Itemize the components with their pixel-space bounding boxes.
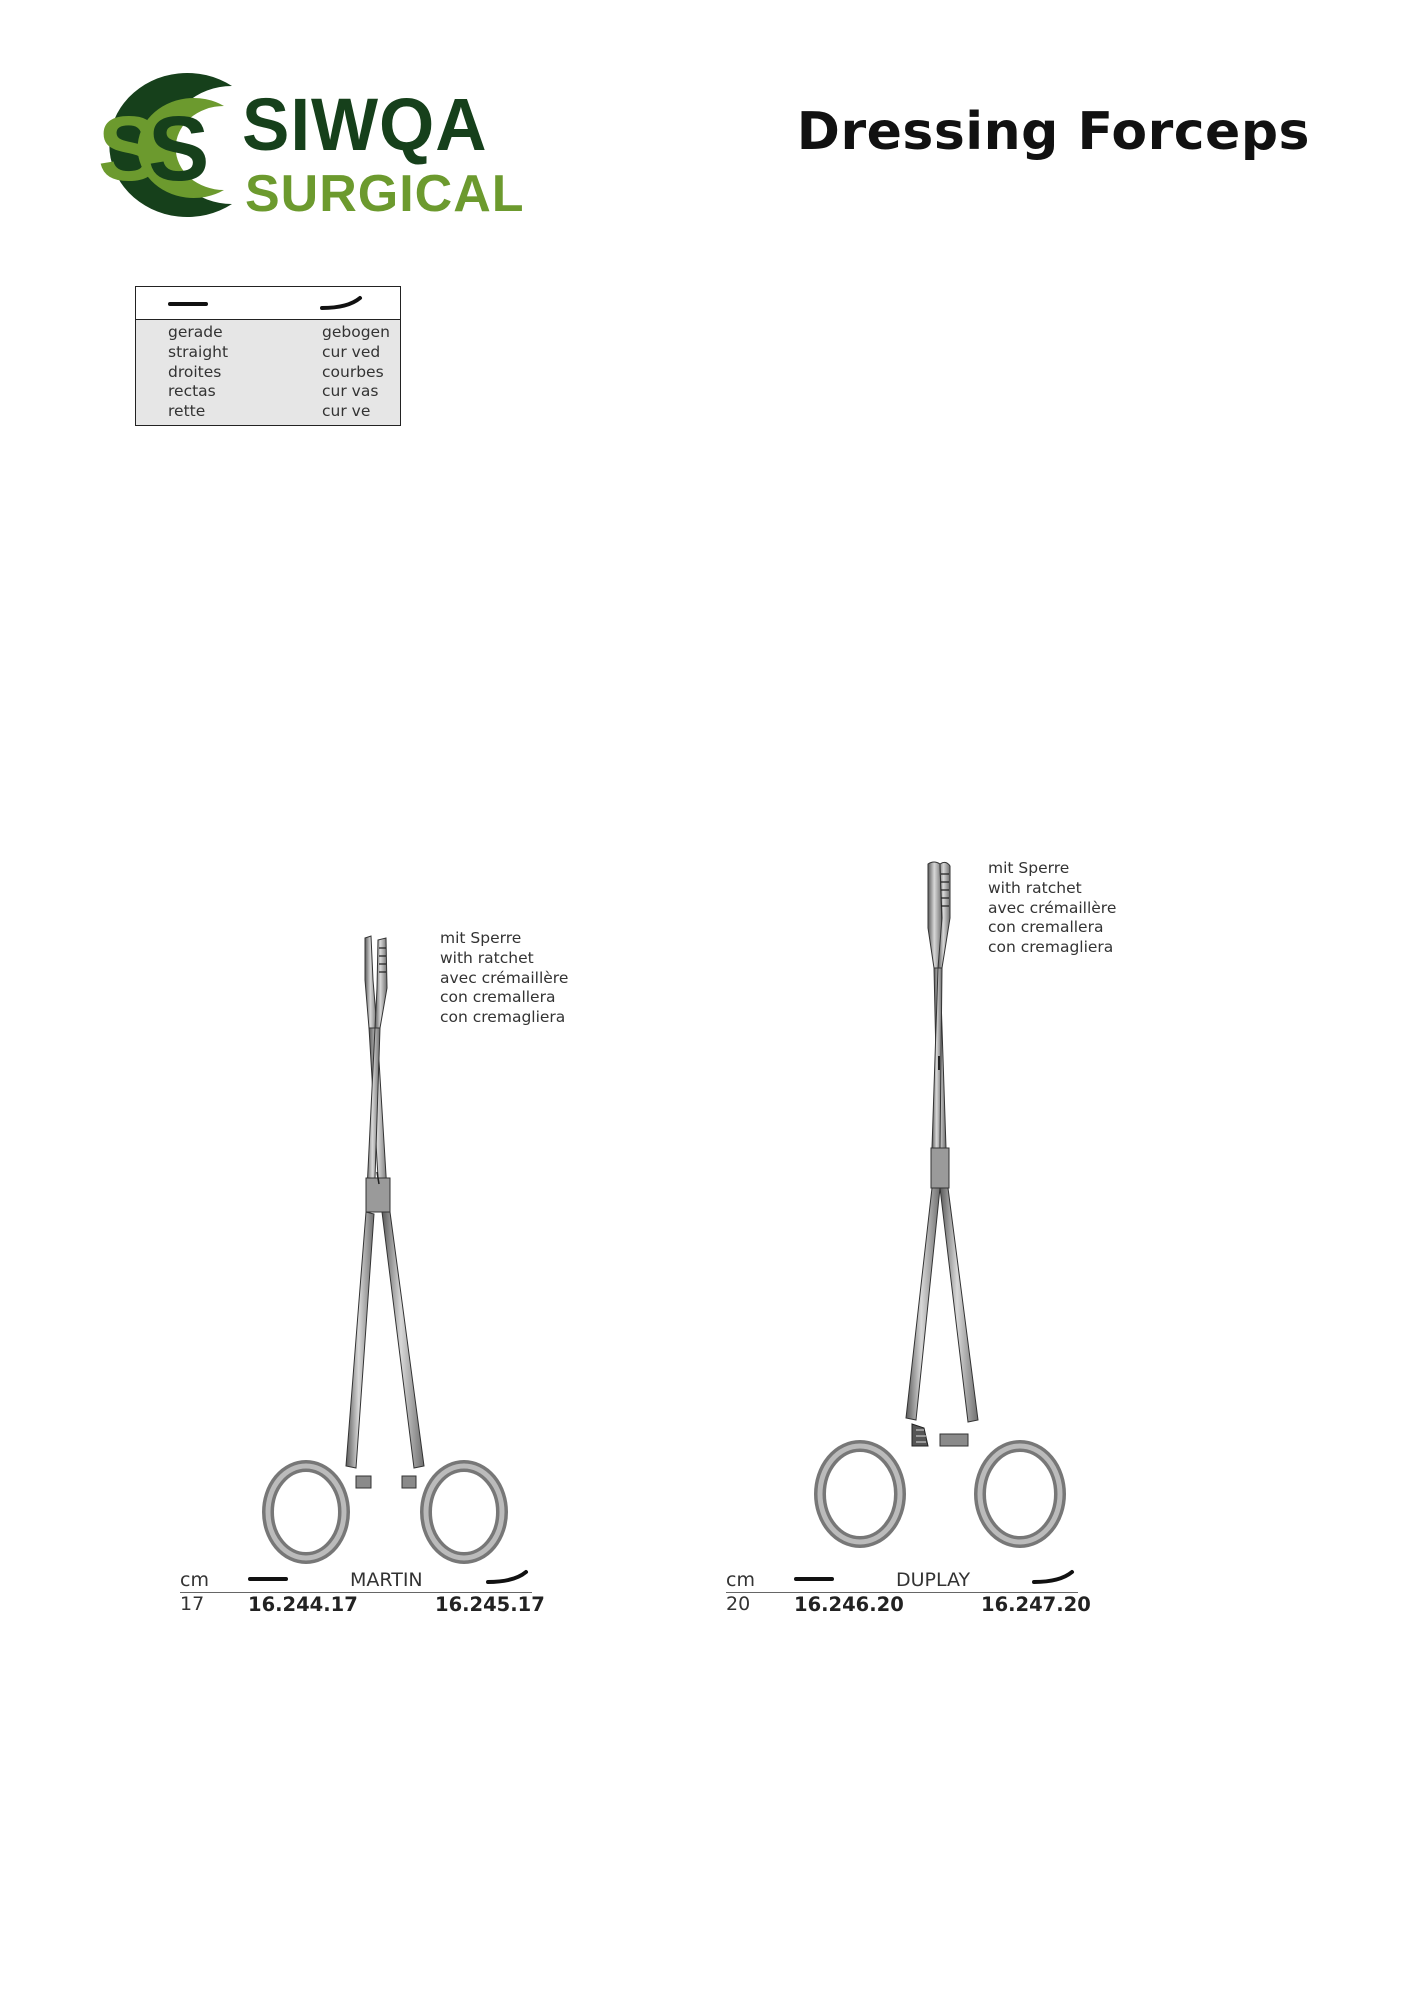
product-name: DUPLAY (896, 1569, 971, 1591)
legend-term: gerade (168, 323, 223, 341)
legend-term: cur ve (322, 402, 371, 421)
product-code-straight[interactable]: 16.246.20 (794, 1593, 904, 1616)
svg-text:S: S (98, 98, 150, 200)
note-line: avec crémaillère (988, 898, 1117, 917)
legend-straight-terms (168, 323, 228, 422)
product-code-straight[interactable]: 16.244.17 (248, 1593, 358, 1616)
siwqa-logo-emblem (82, 62, 252, 227)
legend-term: cur ved (322, 342, 381, 361)
duplay-ratchet-note (988, 859, 1116, 958)
legend-term: straight (168, 342, 229, 361)
note-line: mit Sperre (440, 929, 522, 947)
note-line: con cremagliera (988, 938, 1114, 957)
product-length: 17 (180, 1593, 205, 1615)
note-line: con cremallera (440, 988, 556, 1007)
legend-term: cur vas (322, 382, 379, 401)
svg-text:S: S (148, 98, 200, 200)
note-line: con cremallera (988, 918, 1104, 937)
legend-term: droites (168, 362, 222, 381)
brand-name: SIWQA (242, 83, 488, 166)
brand-subtitle: SURGICAL (245, 165, 525, 223)
curved-symbol-icon (486, 1567, 530, 1587)
legend-header (136, 287, 400, 320)
legend-term: gebogen (322, 323, 390, 341)
unit-label: cm (726, 1569, 755, 1591)
martin-ratchet-note (440, 929, 568, 1028)
product-code-curved[interactable]: 16.245.17 (435, 1593, 545, 1616)
note-line: con cremagliera (440, 1008, 566, 1027)
note-line: with ratchet (440, 948, 534, 967)
product-code-curved[interactable]: 16.247.20 (981, 1593, 1091, 1616)
note-line: avec crémaillère (440, 968, 569, 987)
straight-symbol-icon (248, 1577, 288, 1581)
product-length: 20 (726, 1593, 751, 1615)
note-line: with ratchet (988, 878, 1082, 897)
legend-curved-terms (322, 323, 390, 422)
curved-symbol-icon (320, 293, 364, 313)
product-name: MARTIN (350, 1569, 423, 1591)
note-line: mit Sperre (988, 859, 1070, 877)
straight-symbol-icon (168, 302, 208, 306)
duplay-product-row (726, 1565, 1091, 1625)
duplay-forceps-image (800, 858, 1070, 1568)
legend-term: courbes (322, 362, 384, 381)
martin-product-row (180, 1565, 545, 1625)
legend-term: rette (168, 402, 206, 421)
curved-symbol-icon (1032, 1567, 1076, 1587)
legend-box (135, 286, 401, 426)
legend-term: rectas (168, 382, 216, 401)
unit-label: cm (180, 1569, 209, 1591)
page-title: Dressing Forceps (796, 102, 1310, 162)
straight-symbol-icon (794, 1577, 834, 1581)
